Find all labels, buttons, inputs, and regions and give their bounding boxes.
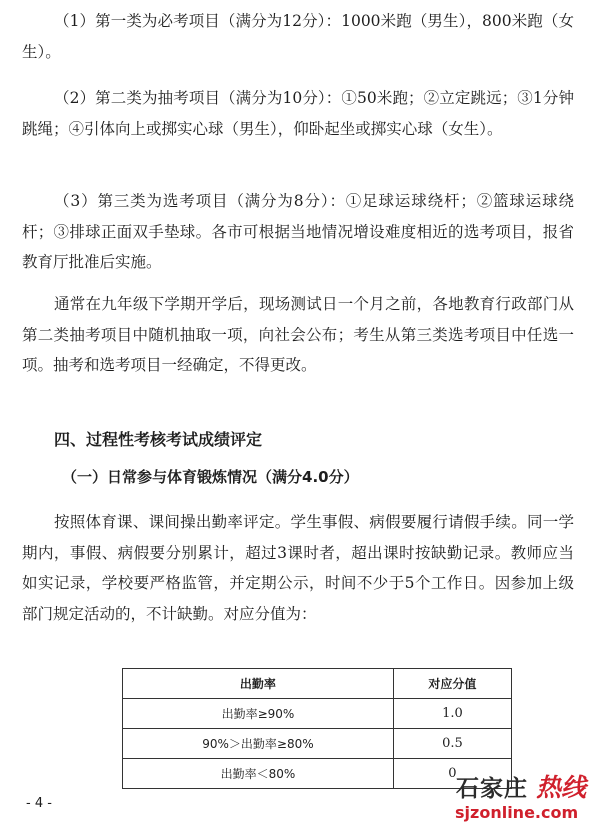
paragraph-elective-items: （3）第三类为选考项目（满分为8分）：①足球运球绕杆；②篮球运球绕杆；③排球正面双手垫球。各市可根据当地情况增设难度相近的选考项目，报省教育厅批准后实施。 (22, 192, 574, 272)
section-heading: 四、过程性考核考试成绩评定 (54, 430, 263, 449)
header-attendance-rate: 出勤率 (123, 669, 394, 699)
table-row (123, 729, 512, 759)
attendance-rate-cell: 90%＞出勤率≥80% (123, 729, 394, 759)
header-score: 对应分值 (393, 669, 511, 699)
paragraph-sampled-items: （2）第二类为抽考项目（满分为10分）：①50米跑；②立定跳远；③1分钟跳绳；④引体向上或掷实心球（男生），仰卧起坐或掷实心球（女生）。 (22, 89, 574, 138)
paragraph-attendance-rules: 按照体育课、课间操出勤率评定。学生事假、病假要履行请假手续。同一学期内，事假、病假要分别累计，超过3课时者，超出课时按缺勤记录。教师应当如实记录，学校要严格监管，并定期公示，时间不少于5个工作日。因参加上级部门规定活动的，不计缺勤。对应分值为： (22, 513, 574, 623)
table-row (123, 759, 512, 789)
table-row (123, 699, 512, 729)
score-cell: 0.5 (393, 729, 511, 759)
score-cell: 0 (393, 759, 511, 789)
watermark-logo-hotline: 热线 (536, 773, 587, 802)
score-cell: 1.0 (393, 699, 511, 729)
paragraph-required-items: （1）第一类为必考项目（满分为12分）：1000米跑（男生），800米跑（女生）。 (22, 12, 574, 61)
attendance-rate-cell: 出勤率＜80% (123, 759, 394, 789)
subsection-heading: （一）日常参与体育锻炼情况（满分4.0分） (62, 468, 359, 486)
watermark-url: sjzonline.com (455, 803, 579, 822)
watermark-logo-name: 石家庄 (456, 776, 528, 802)
attendance-rate-cell: 出勤率≥90% (123, 699, 394, 729)
paragraph-selection-rules: 通常在九年级下学期开学后，现场测试日一个月之前，各地教育行政部门从第二类抽考项目中随机抽取一项，向社会公布；考生从第三类选考项目中任选一项。抽考和选考项目一经确定，不得更改。 (22, 295, 574, 375)
table-header-row (123, 669, 512, 699)
attendance-score-table (122, 668, 512, 789)
page-number: - 4 - (26, 796, 52, 811)
